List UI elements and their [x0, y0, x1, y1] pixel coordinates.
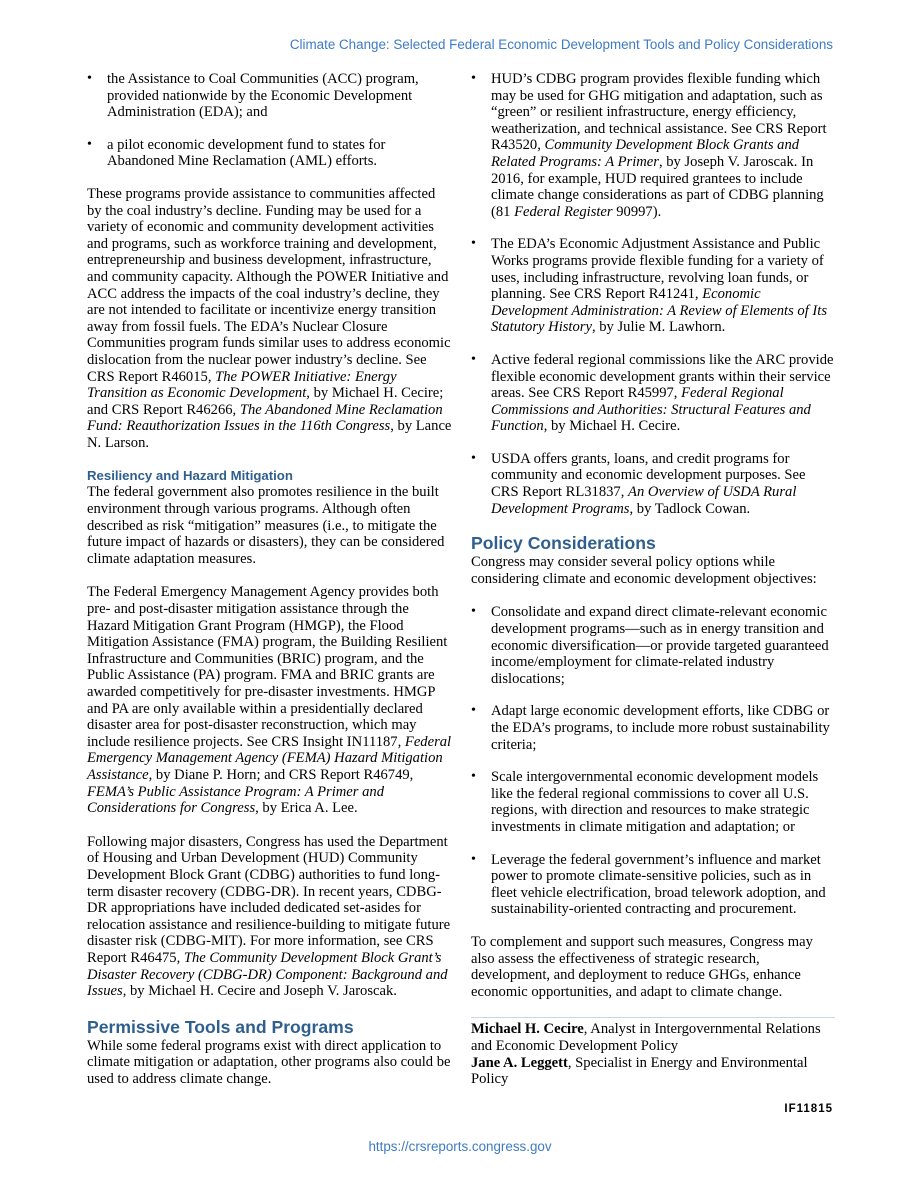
bullet-icon: • [87, 136, 92, 152]
coal-program-list [87, 71, 453, 170]
paragraph-permissive: While some federal programs exist with direct application to climate mitigation or adaptation, other programs also could be used to address climate change. [87, 1037, 451, 1087]
bullet-icon: • [471, 851, 476, 867]
bullet-icon: • [471, 351, 476, 367]
author-entry: Michael H. Cecire, Analyst in Intergovernmental Relations and Economic Development Policy [471, 1021, 821, 1054]
list-item: • HUD’s CDBG program provides flexible funding which may be used for GHG mitigation and adaptation, such as “green” or resilient infrastructure, energy efficiency, weatherization, and technical assistance. See CRS Report R43520, Community Development Block Grants and Related Programs: A Primer, by Joseph V. Jaroscak. In 2016, for example, HUD required grantees to include climate change considerations as part of CDBG planning (81 Federal Register 90997). [471, 71, 827, 220]
section-heading-policy: Policy Considerations [471, 533, 656, 554]
product-id: IF11815 [784, 1103, 833, 1115]
section-heading-resiliency: Resiliency and Hazard Mitigation [87, 468, 293, 484]
list-item: • Scale intergovernmental economic development models like the federal regional commissions to cover all U.S. regions, with direction and resources to make strategic investments in climate mitigation and adaptation; or [471, 769, 819, 835]
right-column [471, 71, 835, 1088]
bullet-icon: • [471, 703, 476, 719]
paragraph-fema: The Federal Emergency Management Agency provides both pre- and post-disaster mitigation assistance through the Hazard Mitigation Grant Program (HMGP), the Flood Mitigation Assistance (FMA) program, the Building Resilient Infrastructure and Communities (BRIC) program, and the Public Assistance (PA) program. FMA and BRIC grants are awarded competitively for pre-disaster investments. HMGP and PA are only available within a presidentially declared disaster area for post-disaster reconstruction, which may include resilience projects. See CRS Insight IN11187, Federal Emergency Management Agency (FEMA) Hazard Mitigation Assistance, by Diane P. Horn; and CRS Report R46749, FEMA’s Public Assistance Program: A Primer and Considerations for Congress, by Erica A. Lee. [87, 584, 452, 817]
permissive-program-list [471, 71, 835, 517]
bullet-icon: • [471, 450, 476, 466]
left-column [87, 71, 453, 1087]
paragraph-coal-programs: These programs provide assistance to communities affected by the coal industry’s decline. Funding may be used for a variety of economic and community development activities and programs, such as workforce training and development, entrepreneurship and business development, infrastructure, and community capacity. Although the POWER Initiative and ACC address the impacts of the coal industry’s decline, they are not intended to facilitate or incentivize energy transition away from fossil fuels. The EDA’s Nuclear Closure Communities program funds similar uses to address economic dislocation from the nuclear power industry’s decline. See CRS Report R46015, The POWER Initiative: Energy Transition as Economic Development, by Michael H. Cecire; and CRS Report R46266, The Abandoned Mine Reclamation Fund: Reauthorization Issues in the 116th Congress, by Lance N. Larson. [87, 185, 452, 451]
bullet-icon: • [471, 604, 476, 620]
paragraph-cdbg-dr: Following major disasters, Congress has used the Department of Housing and Urban Development (HUD) Community Development Block Grant (CDBG) authorities to fund long-term disaster recovery (CDBG-DR). In recent years, CDBG-DR appropriations have included dedicated set-asides for relocation assistance and resilience-building to mitigate future disaster risk (CDBG-MIT). For more information, see CRS Report R46475, The Community Development Block Grant’s Disaster Recovery (CDBG-DR) Component: Background and Issues, by Michael H. Cecire and Joseph V. Jaroscak. [87, 833, 451, 1000]
author-block [471, 1021, 835, 1087]
author-entry: Jane A. Leggett, Specialist in Energy and Environmental Policy [471, 1054, 808, 1088]
author-divider [471, 1017, 835, 1018]
bullet-icon: • [87, 71, 92, 86]
list-item: • Adapt large economic development efforts, like CDBG or the EDA’s programs, to include more robust sustainability criteria; [471, 703, 830, 753]
paragraph-complement: To complement and support such measures, Congress may also assess the effectiveness of strategic research, development, and deployment to reduce GHGs, enhance economic opportunities, and adapt to climate change. [471, 933, 813, 1000]
section-heading-permissive: Permissive Tools and Programs [87, 1016, 354, 1037]
list-item: • the Assistance to Coal Communities (ACC) program, provided nationwide by the Economic Development Administration (EDA); and [87, 71, 419, 121]
running-header: Climate Change: Selected Federal Economic Development Tools and Policy Considerations [289, 37, 833, 52]
list-item: • Leverage the federal government’s influence and market power to promote climate-sensitive policies, such as in fleet vehicle electrification, broad telework adoption, and sustainability-oriented contracting and procurement. [471, 851, 826, 918]
list-item: • a pilot economic development fund to states for Abandoned Mine Reclamation (AML) efforts. [87, 136, 386, 170]
bullet-icon: • [471, 236, 476, 252]
list-item: • Consolidate and expand direct climate-relevant economic development programs—such as in energy transition and economic diversification—or provide targeted guaranteed income/employment for climate-related industry dislocations; [471, 604, 829, 687]
list-item: • Active federal regional commissions like the ARC provide flexible economic development grants within their service areas. See CRS Report R45997, Federal Regional Commissions and Authorities: Structural Features and Function, by Michael H. Cecire. [471, 351, 834, 435]
paragraph-resilience: The federal government also promotes resilience in the built environment through various programs. Although often described as risk “mitigation” measures (i.e., to mitigate the future impact of hazards or disasters), they can be considered climate adaptation measures. [87, 484, 445, 567]
list-item: • USDA offers grants, loans, and credit programs for community and economic development purposes. See CRS Report RL31837, An Overview of USDA Rural Development Programs, by Tadlock Cowan. [471, 450, 806, 517]
policy-options-list [471, 604, 835, 918]
paragraph-policy-intro: Congress may consider several policy options while considering climate and economic development objectives: [471, 554, 817, 587]
bullet-icon: • [471, 769, 476, 785]
footer-url[interactable]: https://crsreports.congress.gov [368, 1139, 552, 1154]
bullet-icon: • [471, 71, 476, 86]
list-item: • The EDA’s Economic Adjustment Assistance and Public Works programs provide flexible funding for a variety of uses, including infrastructure, revolving loan funds, or planning. See CRS Report R41241, Economic Development Administration: A Review of Elements of Its Statutory History, by Julie M. Lawhorn. [471, 236, 828, 336]
